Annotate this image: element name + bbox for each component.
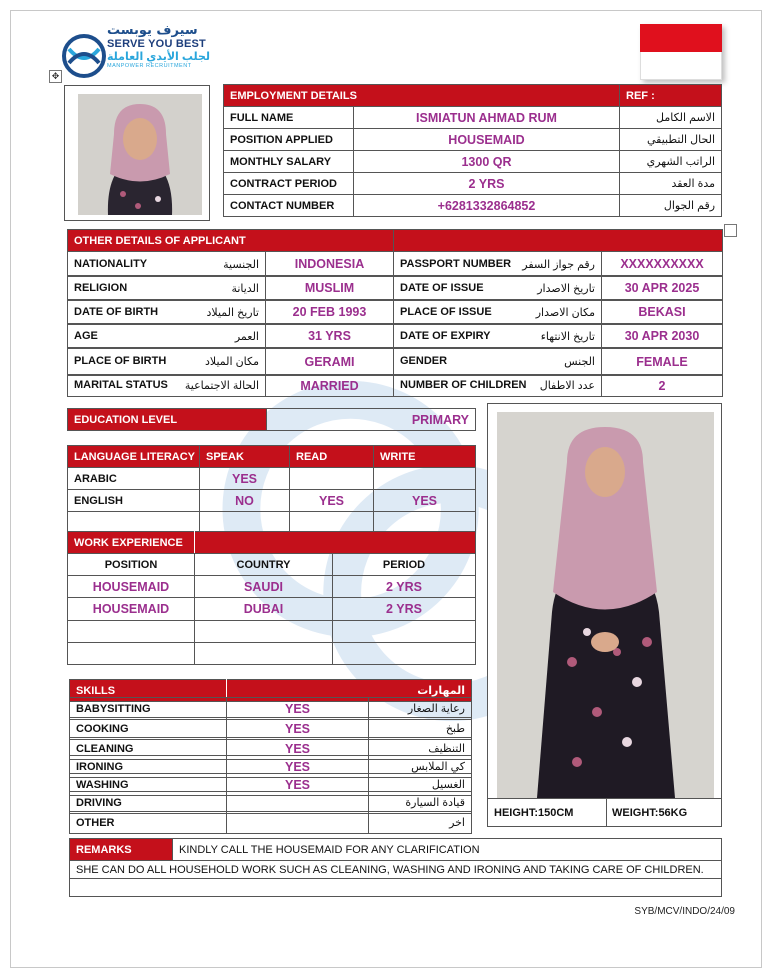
logo-english-name: SERVE YOU BEST: [107, 38, 206, 50]
other-left-label: [68, 324, 266, 349]
skill-arabic: التنظيف: [369, 738, 472, 760]
other-left-label-arabic: الحالة الاجتماعية: [184, 380, 259, 392]
remarks-label: REMARKS: [70, 839, 173, 861]
other-right-value: BEKASI: [602, 300, 723, 325]
other-left-label: [68, 300, 266, 325]
other-right-value: XXXXXXXXXX: [602, 252, 723, 277]
contract-arabic: مدة العقد: [620, 173, 722, 195]
skill-name: CLEANING: [70, 738, 227, 760]
other-left-label-text: NATIONALITY: [74, 257, 148, 270]
other-details-header: OTHER DETAILS OF APPLICANT: [68, 230, 394, 252]
skill-value: YES: [227, 756, 369, 778]
other-right-label-arabic: الجنس: [564, 356, 595, 368]
skills-header: SKILLS: [70, 680, 227, 702]
indonesia-flag-icon: [640, 24, 722, 80]
other-left-value: 31 YRS: [266, 324, 394, 349]
work-row2-period: 2 YRS: [333, 598, 476, 621]
portrait-photo: [78, 94, 202, 215]
other-left-label-text: DATE OF BIRTH: [74, 305, 159, 318]
skill-arabic: كي الملابس: [369, 756, 472, 778]
skills-header-arabic: المهارات: [227, 680, 472, 702]
work-col-period: PERIOD: [333, 554, 476, 576]
skill-value: YES: [227, 698, 369, 720]
other-details-row: [67, 374, 723, 397]
salary-arabic: الراتب الشهري: [620, 151, 722, 173]
other-right-label: [394, 252, 602, 277]
other-left-label: [68, 276, 266, 301]
other-right-value: 30 APR 2030: [602, 324, 723, 349]
table-resize-handle-icon[interactable]: [724, 224, 737, 237]
skill-name: COOKING: [70, 718, 227, 740]
logo-english-tagline: MANPOWER RECRUITMENT: [107, 63, 192, 69]
logo-arabic-name: سيرف يوبست: [107, 23, 198, 38]
other-left-label-arabic: العمر: [234, 330, 259, 343]
english-speak: NO: [200, 490, 290, 512]
other-right-label-text: PLACE OF ISSUE: [400, 305, 492, 318]
skill-value: YES: [227, 718, 369, 740]
skill-value: [227, 812, 369, 834]
skill-arabic: اخر: [369, 812, 472, 834]
work-header: WORK EXPERIENCE: [68, 532, 195, 554]
contract-label: CONTRACT PERIOD: [224, 173, 354, 195]
table-move-handle-icon[interactable]: ✥: [49, 70, 62, 83]
other-right-label: [394, 348, 602, 376]
work-row4-country: [195, 643, 333, 665]
skill-name: IRONING: [70, 756, 227, 778]
weight-value: WEIGHT:56KG: [612, 807, 688, 819]
other-left-label: [68, 348, 266, 376]
skill-name: WASHING: [70, 774, 227, 796]
work-row4-position: [68, 643, 195, 665]
english-read: YES: [290, 490, 374, 512]
position-value: HOUSEMAID: [354, 129, 620, 151]
position-arabic: الحال التطبيقي: [620, 129, 722, 151]
other-details-table: [67, 229, 723, 252]
other-left-label: [68, 252, 266, 277]
ref-label: REF :: [620, 85, 722, 107]
employment-header: EMPLOYMENT DETAILS: [224, 85, 620, 107]
other-right-label: [394, 375, 602, 397]
other-left-value: MUSLIM: [266, 276, 394, 301]
other-left-label-arabic: مكان الميلاد: [204, 356, 259, 368]
other-right-label-arabic: رقم جواز السفر: [522, 258, 595, 271]
full-name-arabic: الاسم الكامل: [620, 107, 722, 129]
write-header: WRITE: [374, 446, 476, 468]
other-right-label-text: DATE OF ISSUE: [400, 281, 484, 294]
other-details-row: [67, 275, 723, 301]
language-table: [67, 445, 476, 534]
arabic-read: [290, 468, 374, 490]
read-header: READ: [290, 446, 374, 468]
full-body-photo: [497, 412, 714, 798]
skill-name: DRIVING: [70, 792, 227, 814]
work-experience-table: [67, 531, 476, 665]
education-table: [67, 408, 476, 431]
skill-arabic: قيادة السيارة: [369, 792, 472, 814]
skill-name: OTHER: [70, 812, 227, 834]
logo-knot-icon: [61, 33, 107, 79]
other-right-label-arabic: عدد الاطفال: [539, 380, 595, 392]
other-right-value: 30 APR 2025: [602, 276, 723, 301]
education-label: EDUCATION LEVEL: [68, 409, 267, 431]
other-left-value: INDONESIA: [266, 252, 394, 277]
other-left-label-arabic: تاريخ الميلاد: [206, 306, 259, 319]
company-logo: [61, 23, 221, 83]
portrait-photo-frame: [64, 85, 210, 221]
speak-header: SPEAK: [200, 446, 290, 468]
other-left-label-arabic: الديانة: [231, 282, 259, 295]
other-left-value: 20 FEB 1993: [266, 300, 394, 325]
skill-value: YES: [227, 738, 369, 760]
work-row3-period: [333, 621, 476, 643]
other-right-label-text: NUMBER OF CHILDREN: [400, 379, 527, 391]
work-row1-country: SAUDI: [195, 576, 333, 598]
language-english: ENGLISH: [68, 490, 200, 512]
other-left-label: [68, 375, 266, 397]
skill-arabic: الغسيل: [369, 774, 472, 796]
remarks-table: [69, 838, 722, 897]
position-label: POSITION APPLIED: [224, 129, 354, 151]
work-row2-position: HOUSEMAID: [68, 598, 195, 621]
skill-arabic: طبخ: [369, 718, 472, 740]
language-arabic: ARABIC: [68, 468, 200, 490]
full-body-photo-frame: [487, 403, 722, 827]
document-reference: SYB/MCV/INDO/24/09: [634, 906, 735, 917]
height-value: HEIGHT:150CM: [494, 807, 574, 819]
work-row1-position: HOUSEMAID: [68, 576, 195, 598]
arabic-speak: YES: [200, 468, 290, 490]
work-row2-country: DUBAI: [195, 598, 333, 621]
other-right-value: FEMALE: [602, 348, 723, 376]
full-name-label: FULL NAME: [224, 107, 354, 129]
arabic-write: [374, 468, 476, 490]
work-col-position: POSITION: [68, 554, 195, 576]
other-left-value: MARRIED: [266, 375, 394, 397]
other-details-row: [67, 251, 723, 277]
salary-value: 1300 QR: [354, 151, 620, 173]
other-left-label-text: RELIGION: [74, 281, 128, 294]
logo-arabic-tagline: لجلب الأيدي العاملة: [107, 51, 211, 63]
skill-row: [69, 811, 472, 834]
work-col-country: COUNTRY: [195, 554, 333, 576]
other-left-label-arabic: الجنسية: [223, 258, 259, 271]
other-details-row: [67, 347, 723, 376]
other-right-label-text: GENDER: [400, 355, 448, 367]
other-right-label-arabic: تاريخ الانتهاء: [540, 330, 595, 343]
other-details-header-blank: [394, 230, 723, 252]
skill-value: YES: [227, 774, 369, 796]
remarks-line1: KINDLY CALL THE HOUSEMAID FOR ANY CLARIFICATION: [173, 839, 722, 861]
other-left-label-text: MARITAL STATUS: [74, 379, 168, 391]
salary-label: MONTHLY SALARY: [224, 151, 354, 173]
other-left-label-text: PLACE OF BIRTH: [74, 355, 167, 367]
english-write: YES: [374, 490, 476, 512]
other-left-value: GERAMI: [266, 348, 394, 376]
work-row3-country: [195, 621, 333, 643]
contact-label: CONTACT NUMBER: [224, 195, 354, 217]
other-right-label-text: PASSPORT NUMBER: [400, 257, 512, 270]
remarks-line2: SHE CAN DO ALL HOUSEHOLD WORK SUCH AS CLEANING, WASHING AND IRONING AND TAKING CARE OF CHILDREN.: [70, 861, 722, 879]
contract-value: 2 YRS: [354, 173, 620, 195]
other-right-label: [394, 276, 602, 301]
education-value: PRIMARY: [267, 409, 476, 431]
other-right-label: [394, 300, 602, 325]
contact-arabic: رقم الجوال: [620, 195, 722, 217]
work-header-blank: [195, 532, 476, 554]
other-right-label: [394, 324, 602, 349]
work-row4-period: [333, 643, 476, 665]
other-right-label-arabic: مكان الاصدار: [535, 306, 595, 319]
remarks-line3: [70, 879, 722, 897]
skill-arabic: رعاية الصغار: [369, 698, 472, 720]
contact-value: +6281332864852: [354, 195, 620, 217]
other-right-label-arabic: تاريخ الاصدار: [537, 282, 595, 295]
full-name-value: ISMIATUN AHMAD RUM: [354, 107, 620, 129]
skill-name: BABYSITTING: [70, 698, 227, 720]
language-header: LANGUAGE LITERACY: [68, 446, 200, 468]
other-left-label-text: AGE: [74, 329, 98, 342]
work-row3-position: [68, 621, 195, 643]
work-row1-period: 2 YRS: [333, 576, 476, 598]
cv-page: [10, 10, 762, 968]
other-details-row: [67, 323, 723, 349]
other-right-label-text: DATE OF EXPIRY: [400, 329, 491, 342]
other-right-value: 2: [602, 375, 723, 397]
employment-details-table: [223, 84, 722, 217]
other-details-row: [67, 299, 723, 325]
